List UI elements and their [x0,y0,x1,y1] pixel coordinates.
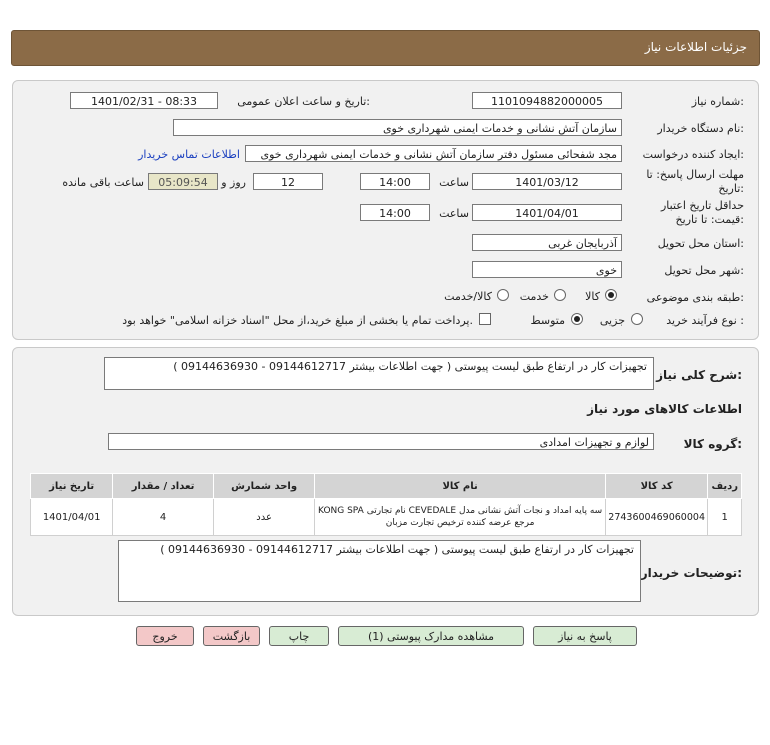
reply-button[interactable]: پاسخ به نیاز [533,626,637,646]
col-unit-header: واحد شمارش [213,474,315,499]
summary-label: شرح کلی نیاز: [656,368,742,382]
cell-qty: 4 [113,499,214,536]
buyer-notes-text: تجهیزات کار در ارتفاع طبق لیست پیوستی ( جهت اطلاعات بیشتر 09144612717 - 09144636930 ) [118,540,641,602]
cell-row: 1 [708,499,742,536]
cell-date: 1401/04/01 [31,499,113,536]
group-label: گروه کالا: [683,437,742,451]
remaining-time-field: 05:09:54 [148,173,218,190]
announce-label: تاریخ و ساعت اعلان عمومی: [237,95,370,108]
process-minor-label: جزیی [599,314,625,327]
payment-note: پرداخت تمام یا بخشی از مبلغ خرید،از محل "اسناد خزانه اسلامی" خواهد بود. [122,314,473,327]
table-row[interactable] [31,499,742,536]
province-field: آذربایجان غربی [472,234,622,251]
buyer-org-field: سازمان آتش نشانی و خدمات ایمنی شهرداری خوی [173,119,622,136]
category-service-label: خدمت [519,290,549,303]
process-label: نوع فرآیند خرید : [666,314,744,327]
reply-time-label: ساعت [439,176,469,189]
category-goods-service-label: کالا/خدمت [444,290,492,303]
print-button[interactable]: چاپ [269,626,329,646]
category-service-radio[interactable] [554,289,566,301]
cell-code: 2743600469060004 [605,499,708,536]
validity-time-field: 14:00 [360,204,430,221]
creator-field: مجد شفحائی مسئول دفتر سازمان آتش نشانی و خدمات ایمنی شهرداری خوی [245,145,622,162]
table-header-row [31,474,742,499]
col-date-header: تاریخ نیاز [31,474,113,499]
buyer-notes-label: توضیحات خریدار: [640,566,742,580]
exit-button[interactable]: خروج [136,626,194,646]
back-button[interactable]: بازگشت [203,626,260,646]
days-label: روز و [221,176,246,189]
process-medium-radio[interactable] [571,313,583,325]
cell-unit: عدد [213,499,315,536]
city-field: خوی [472,261,622,278]
col-qty-header: تعداد / مقدار [113,474,214,499]
reply-date-field: 1401/03/12 [472,173,622,190]
validity-time-label: ساعت [439,207,469,220]
items-table [30,473,742,536]
col-row-header: ردیف [708,474,742,499]
category-label: طبقه بندی موضوعی: [646,291,744,304]
province-label: استان محل تحویل: [657,237,744,250]
category-goods-label: کالا [585,290,600,303]
city-label: شهر محل تحویل: [664,264,744,277]
need-number-label: شماره نیاز: [691,95,744,108]
remaining-label: ساعت باقی مانده [62,176,144,189]
process-medium-label: متوسط [530,314,565,327]
days-field: 12 [253,173,323,190]
reply-deadline-label: مهلت ارسال پاسخ: تا تاریخ: [646,168,744,195]
contact-buyer-link[interactable]: اطلاعات تماس خریدار [138,148,240,161]
reply-time-field: 14:00 [360,173,430,190]
need-number-field: 1101094882000005 [472,92,622,109]
summary-text: تجهیزات کار در ارتفاع طبق لیست پیوستی ( جهت اطلاعات بیشتر 09144612717 - 09144636930 ) [104,357,654,390]
group-field: لوازم و تجهیزات امدادی [108,433,654,450]
col-name-header: نام کالا [315,474,605,499]
view-attachments-button[interactable]: مشاهده مدارک پیوستی (1) [338,626,524,646]
announce-field: 1401/02/31 - 08:33 [70,92,218,109]
validity-label: حداقل تاریخ اعتبار قیمت: تا تاریخ: [660,199,744,226]
category-goods-service-radio[interactable] [497,289,509,301]
category-goods-radio[interactable] [605,289,617,301]
page-title: جزئیات اطلاعات نیاز [644,40,747,54]
page-header [11,30,760,66]
cell-name: سه پایه امداد و نجات آتش نشانی مدل CEVEDALE نام تجارتی KONG SPA مرجع عرضه کننده ترخیص تجارت مزبان [315,499,605,536]
buyer-org-label: نام دستگاه خریدار: [657,122,744,135]
col-code-header: کد کالا [605,474,708,499]
treasury-payment-checkbox[interactable] [479,313,491,325]
items-title: اطلاعات کالاهای مورد نیاز [587,402,742,416]
creator-label: ایجاد کننده درخواست: [642,148,744,161]
process-minor-radio[interactable] [631,313,643,325]
validity-date-field: 1401/04/01 [472,204,622,221]
